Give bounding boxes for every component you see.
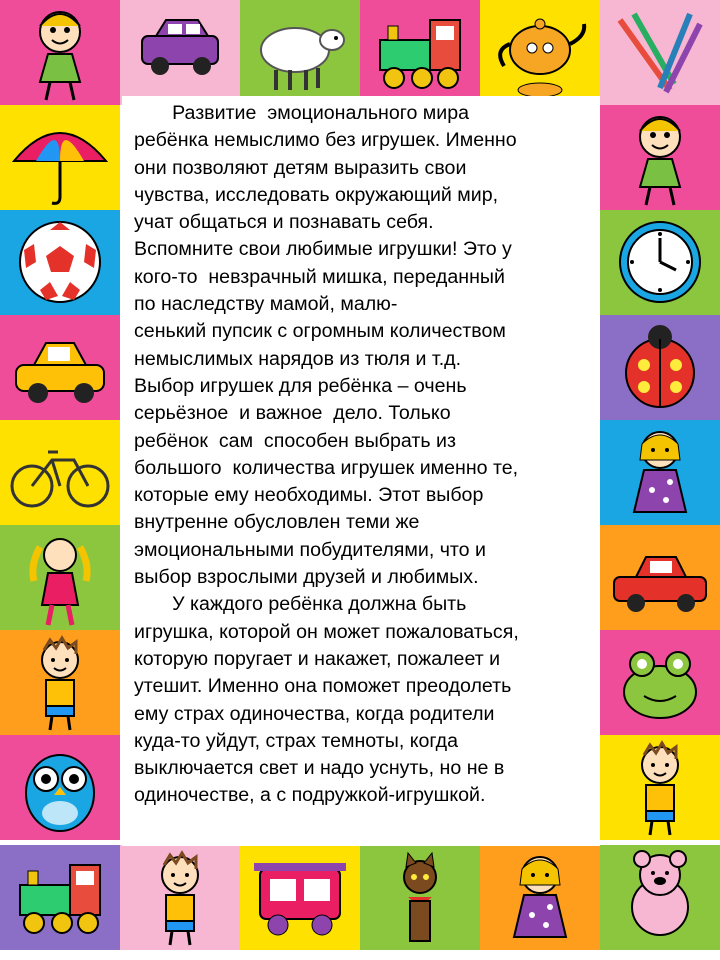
doll-icon	[600, 420, 720, 525]
text-line: серьёзное и важное дело. Только	[134, 402, 451, 425]
text-line: Выбор игрушек для ребёнка – очень	[134, 374, 467, 397]
clock-icon	[600, 210, 720, 315]
boy-icon	[0, 630, 120, 735]
umbrella-icon	[0, 105, 120, 210]
text-line: Развитие эмоционального мира	[134, 102, 470, 124]
teapot-icon	[480, 0, 600, 105]
text-line: эмоциональными побудителями, что и	[134, 538, 486, 561]
text-line: которые ему необходимы. Этот выбор	[134, 484, 484, 507]
text-line: сенький пупсик с огромным количеством	[134, 320, 506, 343]
girl-icon	[600, 105, 720, 210]
teddy-bear-icon	[600, 845, 720, 950]
text-line: куда-то уйдут, страх темноты, когда	[134, 729, 458, 752]
boy-icon	[120, 845, 240, 950]
toy-train-icon	[0, 845, 120, 950]
toy-train-icon	[360, 0, 480, 105]
cat-icon	[360, 845, 480, 950]
girl-icon	[0, 0, 120, 105]
text-line: выбор взрослыми друзей и любимых.	[134, 566, 479, 589]
text-line: учат общаться и познавать себя.	[134, 211, 434, 234]
text-line: ребёнок сам способен выбрать из	[134, 429, 456, 452]
article-text	[134, 100, 614, 810]
rag-doll-icon	[0, 525, 120, 630]
text-line: Вспомните свои любимые игрушки! Это у	[134, 238, 512, 261]
wagon-icon	[240, 845, 360, 950]
text-line: чувства, исследовать окружающий мир,	[134, 183, 499, 206]
text-line: по наследству мамой, малю-	[134, 293, 398, 316]
text-line: выключается свет и надо уснуть, но не в	[134, 757, 505, 780]
text-line: они позволяют детям выразить свои	[134, 156, 467, 179]
doll-icon	[480, 845, 600, 950]
text-line: ребёнка немыслимо без игрушек. Именно	[134, 129, 517, 152]
text-line: ему страх одиночества, когда родители	[134, 702, 495, 725]
owl-icon	[0, 735, 120, 840]
text-line: утешит. Именно она поможет преодолеть	[134, 675, 512, 698]
sheep-icon	[240, 0, 360, 105]
ladybug-icon	[600, 315, 720, 420]
toy-car-icon	[0, 315, 120, 420]
frog-icon	[600, 630, 720, 735]
text-line: У каждого ребёнка должна быть	[134, 593, 467, 616]
text-line: игрушка, которой он может пожаловаться,	[134, 620, 519, 643]
pencils-icon	[600, 0, 720, 105]
car-icon	[120, 0, 240, 105]
text-line: одиночестве, а с подружкой-игрушкой.	[134, 784, 486, 807]
red-car-icon	[600, 525, 720, 630]
text-line: немыслимых нарядов из тюля и т.д.	[134, 347, 462, 370]
boy-icon	[600, 735, 720, 840]
soccer-ball-icon	[0, 210, 120, 315]
text-line: кого-то невзрачный мишка, переданный	[134, 265, 505, 288]
text-line: внутренне обусловлен теми же	[134, 511, 420, 534]
bicycle-icon	[0, 420, 120, 525]
text-line: которую поругает и накажет, пожалеет и	[134, 647, 501, 670]
text-line: большого количества игрушек именно те,	[134, 456, 519, 479]
